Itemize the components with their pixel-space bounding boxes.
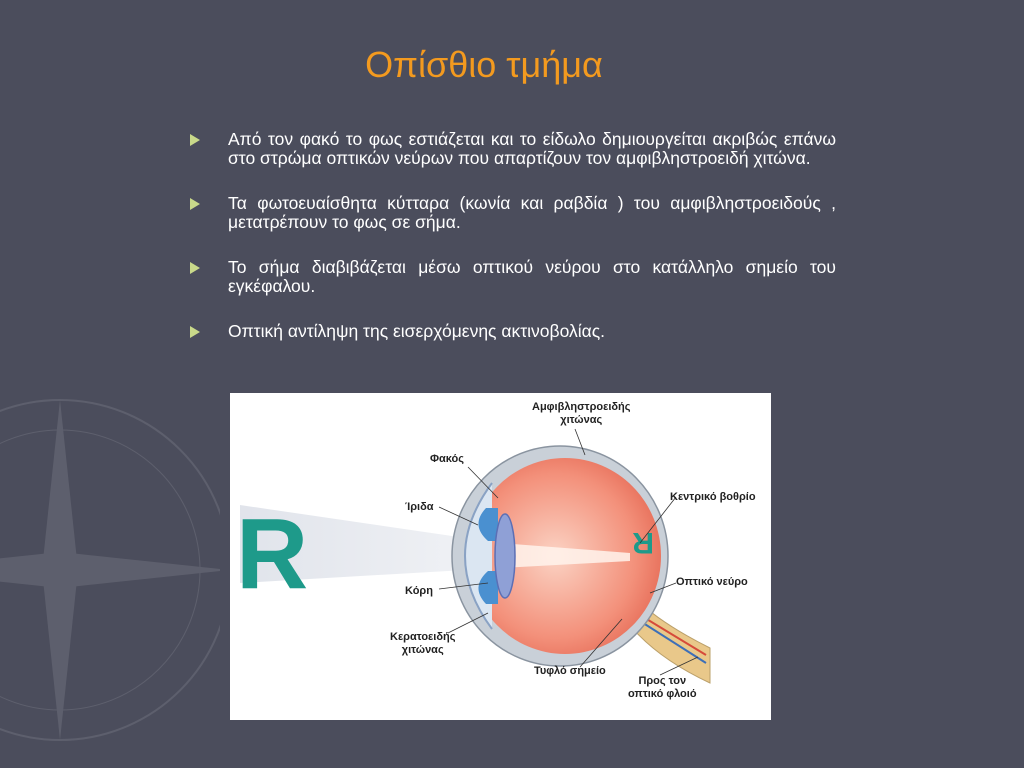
- object-letter: R: [236, 498, 309, 610]
- label-to-cortex-line1: Προς τον: [638, 675, 687, 687]
- label-fovea: Κεντρικό βοθρίο: [670, 491, 756, 503]
- label-optic-nerve: Οπτικό νεύρο: [676, 576, 748, 588]
- eye-diagram: [230, 393, 771, 720]
- bullet-list: [190, 130, 836, 367]
- bullet-arrow-icon: [190, 198, 200, 210]
- bullet-arrow-icon: [190, 326, 200, 338]
- label-retina-line2: χιτώνας: [560, 414, 603, 426]
- label-cornea-line2: χιτώνας: [401, 644, 444, 656]
- label-pupil: Κόρη: [405, 585, 433, 597]
- label-retina-line1: Αμφιβληστροειδής: [532, 401, 631, 413]
- bullet-text: Από τον φακό το φως εστιάζεται και το είδωλο δημιουργείται ακριβώς επάνω στο στρώμα οπτικών νεύρων που απαρτίζουν τον αμφιβληστροειδή χιτώνα.: [228, 129, 836, 168]
- retina-image-letter: R: [632, 526, 654, 559]
- label-cornea-line1: Κερατοειδής: [390, 631, 456, 643]
- label-iris: Ίριδα: [405, 501, 434, 513]
- label-lens: Φακός: [430, 453, 464, 465]
- bullet-text: Οπτική αντίληψη της εισερχόμενης ακτινοβολίας.: [228, 321, 606, 341]
- bullet-arrow-icon: [190, 134, 200, 146]
- compass-watermark: [0, 380, 220, 768]
- bullet-item: [190, 130, 836, 168]
- label-to-cortex-line2: οπτικό φλοιό: [628, 688, 697, 700]
- bullet-arrow-icon: [190, 262, 200, 274]
- eye-anatomy-illustration: [230, 393, 771, 720]
- label-retina: [532, 401, 631, 427]
- lens-shape: [495, 514, 515, 598]
- bullet-item: [190, 322, 836, 341]
- bullet-item: [190, 194, 836, 232]
- bullet-text: Τα φωτοευαίσθητα κύτταρα (κωνία και ραβδία ) του αμφιβληστροειδούς , μετατρέπουν το φως σε σήμα.: [228, 193, 836, 232]
- label-blind-spot: Τυφλό σημείο: [534, 665, 606, 677]
- label-to-cortex: [628, 675, 697, 701]
- slide-title: Οπίσθιο τμήμα: [365, 44, 603, 85]
- bullet-text: Το σήμα διαβιβάζεται μέσω οπτικού νεύρου στο κατάλληλο σημείο του εγκέφαλου.: [228, 257, 836, 296]
- bullet-item: [190, 258, 836, 296]
- label-cornea: [390, 631, 455, 657]
